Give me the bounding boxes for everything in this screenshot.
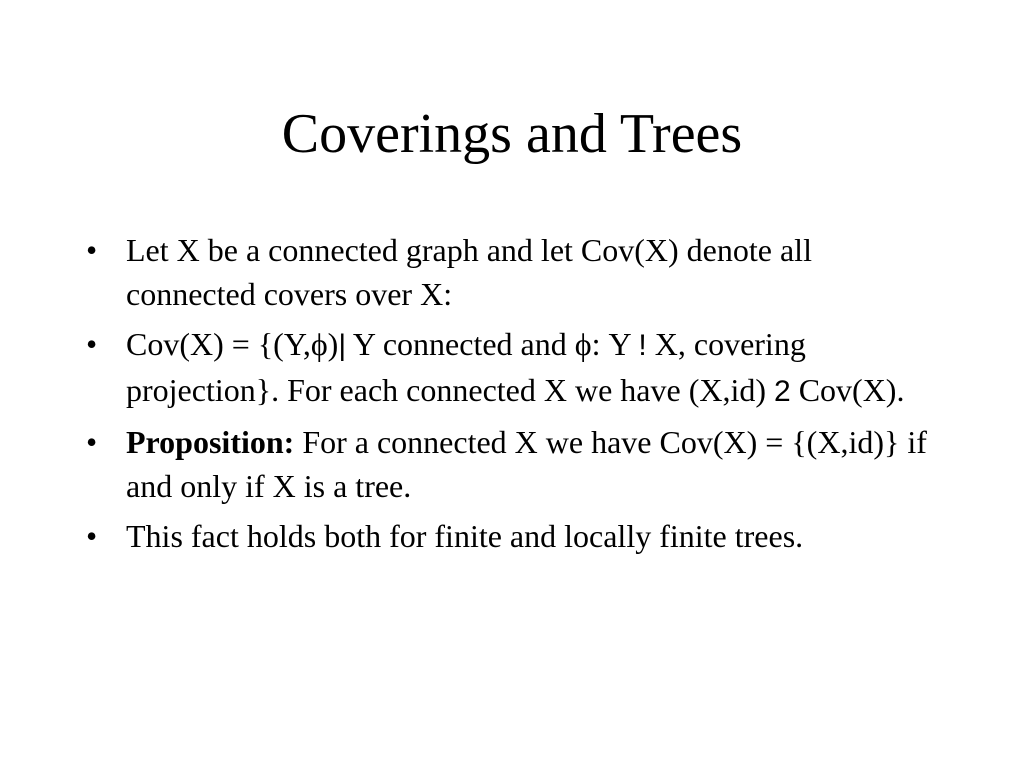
bullet-text-part: Cov(X) = {(Y,ϕ) (126, 326, 339, 362)
bullet-text-part: X, covering projection}. For each connected X we have (X,id) (126, 326, 806, 408)
bullet-icon: • (86, 518, 98, 554)
bullet-text: For a connected X we have Cov(X) = {(X,id)} if and only if X is a tree. (126, 424, 927, 504)
bullet-text-part: Cov(X). (790, 372, 905, 408)
bullet-text-part: Y connected and ϕ: Y (346, 326, 639, 362)
slide-title: Coverings and Trees (281, 103, 743, 165)
bullet-item-finite-trees (86, 514, 946, 558)
bullet-text: Let X be a connected graph and let Cov(X) denote all connected covers over X: (126, 232, 812, 312)
bullet-list (86, 228, 946, 564)
bullet-icon: • (86, 232, 98, 268)
bullet-item-cov-set (86, 322, 946, 414)
bullet-item-definition (86, 228, 946, 316)
bullet-text: This fact holds both for finite and locally finite trees. (126, 518, 804, 554)
bullet-icon: • (86, 326, 98, 362)
arrow-glyph: ! (638, 329, 647, 362)
bullet-item-proposition (86, 420, 946, 508)
proposition-label: Proposition: (126, 424, 295, 460)
bullet-icon: • (86, 424, 98, 460)
element-of-glyph: 2 (774, 375, 791, 408)
such-that-glyph: | (338, 329, 347, 362)
